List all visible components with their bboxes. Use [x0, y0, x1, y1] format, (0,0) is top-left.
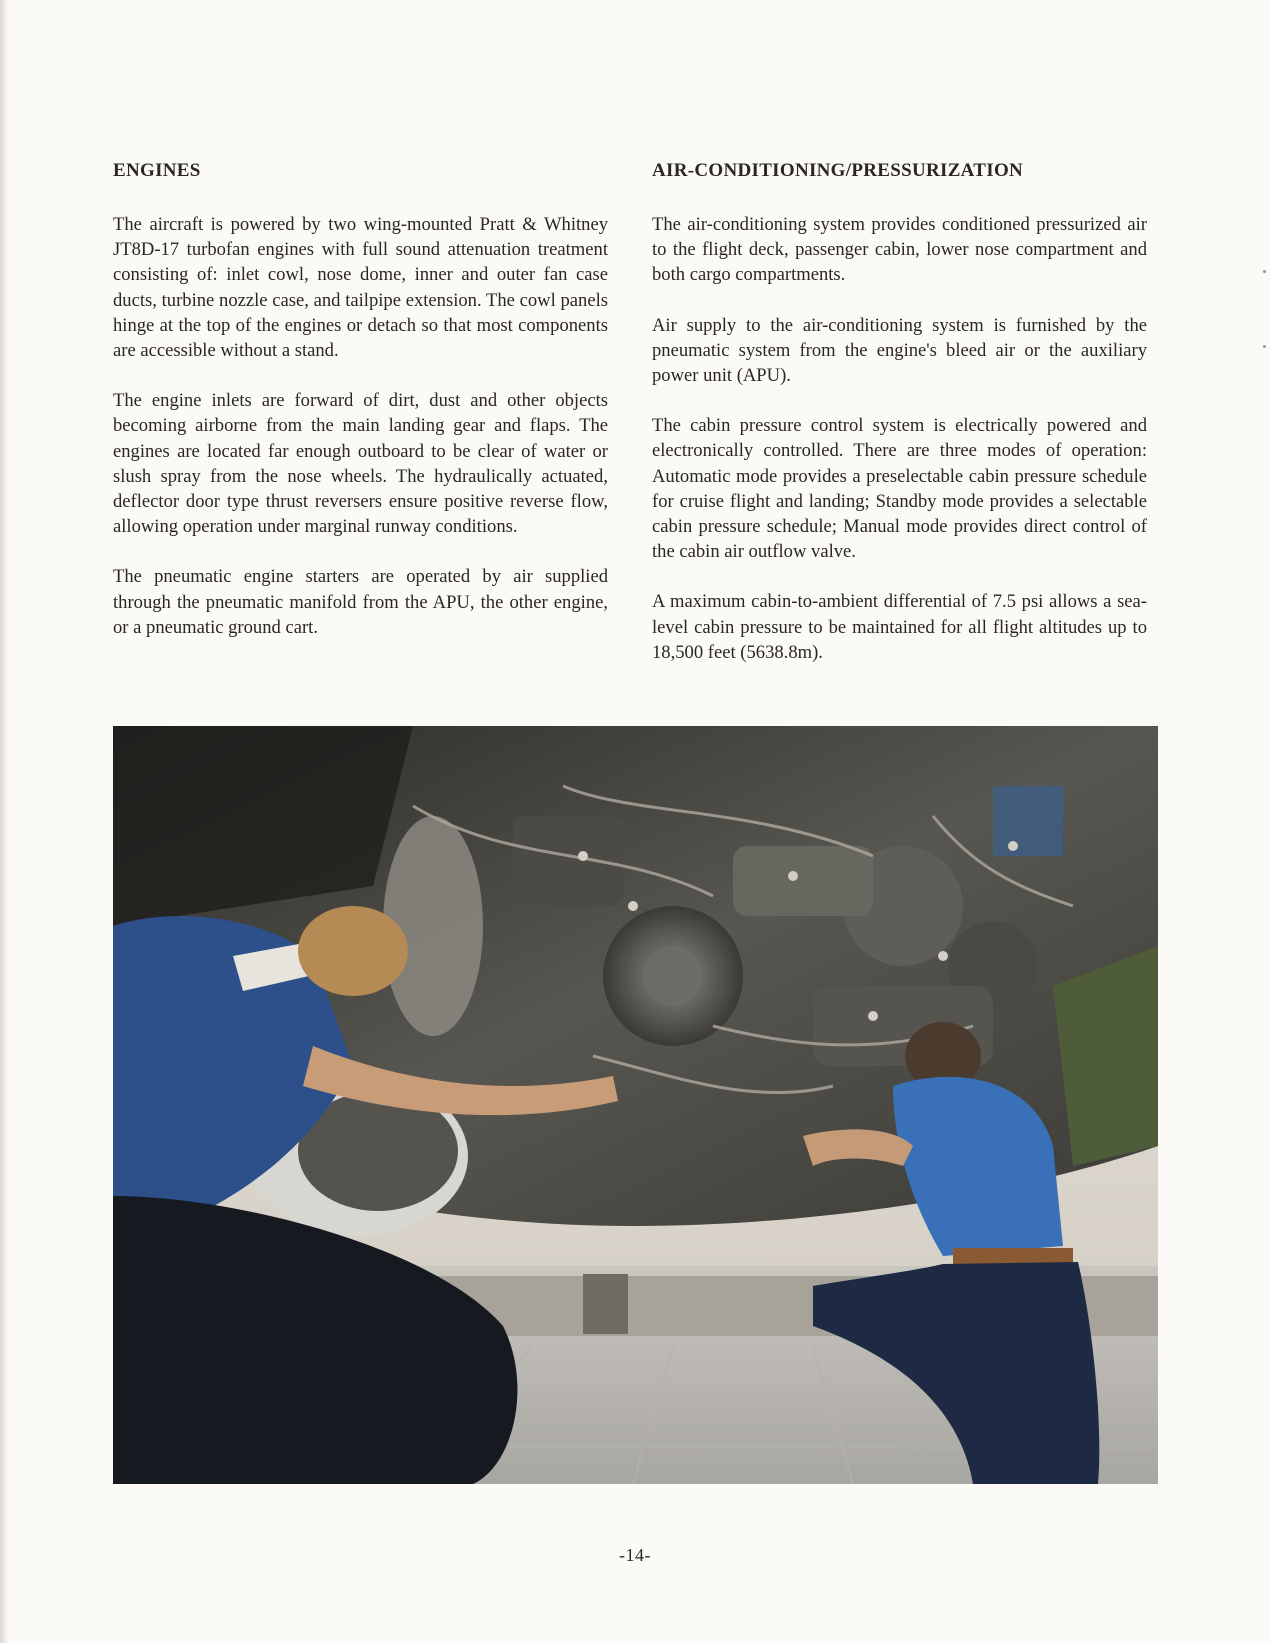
air-conditioning-heading: AIR-CONDITIONING/PRESSURIZATION [652, 160, 1024, 181]
air-conditioning-paragraph-1: The air-conditioning system provides conditioned pressurized air to the flight deck, passenger cabin, lower nose compartment and both cargo compartments. [652, 214, 1147, 286]
air-conditioning-paragraph-3: The cabin pressure control system is electrically powered and electronically controlled. There are three modes of operation: Automatic mode provides a preselectable cabin pressure schedule for cruise flight and landing; Standby mode provides a selectable cabin pressure schedule; Manual mode provides direct control of the cabin air outflow valve. [652, 415, 1147, 563]
engines-paragraph-2: The engine inlets are forward of dirt, dust and other objects becoming airborne from the main landing gear and flaps. The engines are located far enough outboard to be clear of water or slush spray from the nose wheels. The hydraulically actuated, deflector door type thrust reversers ensure positive reverse flow, allowing operation under marginal runway conditions. [113, 390, 608, 538]
engines-heading: ENGINES [113, 160, 201, 181]
air-conditioning-section [652, 158, 1147, 690]
air-conditioning-paragraph-2: Air supply to the air-conditioning system is furnished by the pneumatic system from the engine's bleed air or the auxiliary power unit (APU). [652, 314, 1147, 387]
engines-section [113, 158, 608, 665]
page-number: -14- [619, 1545, 651, 1565]
engine-maintenance-photo [113, 726, 1158, 1484]
air-conditioning-paragraph-4: A maximum cabin-to-ambient differential of 7.5 psi allows a sea-level cabin pressure to be maintained for all flight altitudes up to 18,500 feet (5638.8m). [652, 591, 1147, 663]
engines-paragraph-1: The aircraft is powered by two wing-mounted Pratt & Whitney JT8D-17 turbofan engines with full sound attenuation treatment consisting of: inlet cowl, nose dome, inner and outer fan case ducts, turbine nozzle case, and tailpipe extension. The cowl panels hinge at the top of the engines or detach so that most components are accessible without a stand. [113, 214, 608, 362]
margin-speck [1263, 270, 1266, 273]
margin-speck [1263, 345, 1266, 348]
engines-paragraph-3: The pneumatic engine starters are operated by air supplied through the pneumatic manifold from the APU, the other engine, or a pneumatic ground cart. [113, 566, 608, 638]
hangar-door [583, 1274, 628, 1334]
page-binding-edge [0, 0, 10, 1643]
photo-illustration [113, 726, 1158, 1484]
